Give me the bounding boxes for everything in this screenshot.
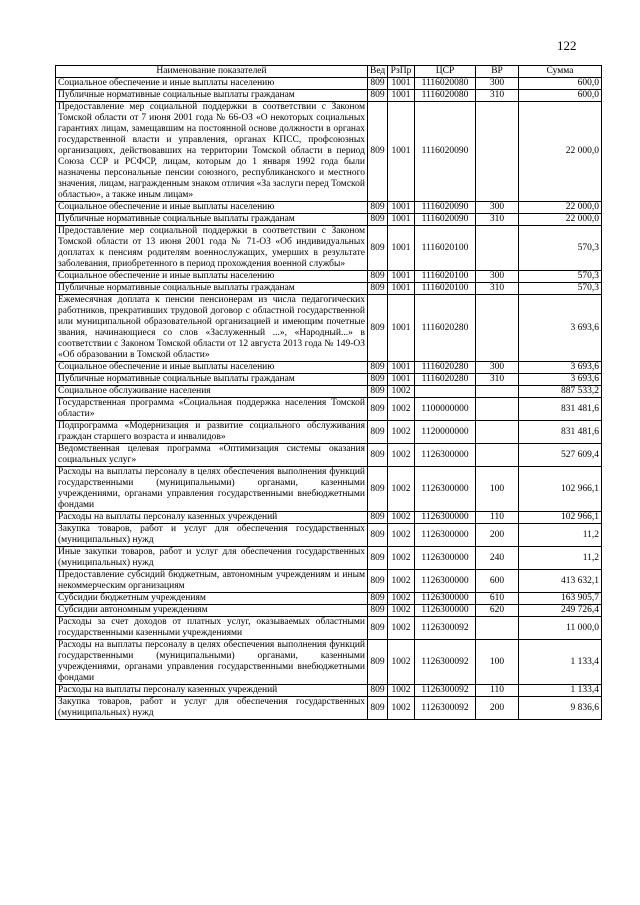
- cell-sum: 9 836,6: [519, 697, 602, 720]
- cell-ved: 809: [368, 271, 388, 283]
- cell-ved: 809: [368, 685, 388, 697]
- table-row: [56, 467, 602, 512]
- cell-rzpr: 1002: [388, 524, 415, 547]
- cell-ved: 809: [368, 605, 388, 617]
- header-csr: ЦСР: [415, 66, 476, 78]
- cell-vr: 620: [476, 605, 519, 617]
- cell-ved: 809: [368, 697, 388, 720]
- cell-vr: 200: [476, 524, 519, 547]
- cell-rzpr: 1002: [388, 685, 415, 697]
- table-row: [56, 512, 602, 524]
- table-row: [56, 271, 602, 283]
- cell-vr: [476, 444, 519, 467]
- cell-name: Расходы на выплаты персоналу казенных учреждений: [56, 512, 368, 524]
- cell-sum: 831 481,6: [519, 421, 602, 444]
- table-row: [56, 295, 602, 362]
- cell-csr: 1120000000: [415, 421, 476, 444]
- cell-name: Публичные нормативные социальные выплаты гражданам: [56, 90, 368, 102]
- cell-name: Государственная программа «Социальная поддержка населения Томской области»: [56, 398, 368, 421]
- cell-vr: 600: [476, 570, 519, 593]
- cell-name: Социальное обеспечение и иные выплаты населению: [56, 271, 368, 283]
- cell-sum: 22 000,0: [519, 102, 602, 202]
- cell-sum: 887 533,2: [519, 386, 602, 398]
- cell-vr: 300: [476, 362, 519, 374]
- cell-csr: [415, 386, 476, 398]
- cell-ved: 809: [368, 90, 388, 102]
- cell-vr: 240: [476, 547, 519, 570]
- cell-name: Публичные нормативные социальные выплаты гражданам: [56, 283, 368, 295]
- cell-name: Закупка товаров, работ и услуг для обеспечения государственных (муниципальных) нужд: [56, 524, 368, 547]
- table-row: [56, 374, 602, 386]
- table-row: [56, 78, 602, 90]
- cell-name: Ведомственная целевая программа «Оптимизация системы оказания социальных услуг»: [56, 444, 368, 467]
- cell-csr: 1116020090: [415, 214, 476, 226]
- cell-name: Расходы за счет доходов от платных услуг, оказываемых областными государственными казенными учреждениями: [56, 617, 368, 640]
- cell-ved: 809: [368, 362, 388, 374]
- cell-name: Расходы на выплаты персоналу казенных учреждений: [56, 685, 368, 697]
- cell-csr: 1116020100: [415, 283, 476, 295]
- cell-name: Публичные нормативные социальные выплаты гражданам: [56, 214, 368, 226]
- cell-vr: 610: [476, 593, 519, 605]
- cell-vr: 110: [476, 685, 519, 697]
- cell-ved: 809: [368, 570, 388, 593]
- table-row: [56, 685, 602, 697]
- table-row: [56, 697, 602, 720]
- header-rzpr: РзПр: [388, 66, 415, 78]
- cell-ved: 809: [368, 214, 388, 226]
- table-row: [56, 593, 602, 605]
- cell-vr: 300: [476, 202, 519, 214]
- cell-name: Расходы на выплаты персоналу в целях обеспечения выполнения функций государственными (муниципальными) органами, казенными учреждениями, органами управления государственными внебюджетными фондами: [56, 467, 368, 512]
- cell-name: Субсидии автономным учреждениям: [56, 605, 368, 617]
- table-row: [56, 617, 602, 640]
- table-row: [56, 202, 602, 214]
- cell-csr: 1126300000: [415, 593, 476, 605]
- cell-vr: 300: [476, 271, 519, 283]
- cell-csr: 1126300092: [415, 640, 476, 685]
- cell-ved: 809: [368, 444, 388, 467]
- cell-csr: 1126300092: [415, 697, 476, 720]
- cell-csr: 1116020280: [415, 295, 476, 362]
- table-row: [56, 570, 602, 593]
- cell-sum: 102 966,1: [519, 512, 602, 524]
- cell-csr: 1116020080: [415, 90, 476, 102]
- cell-sum: 3 693,6: [519, 295, 602, 362]
- cell-sum: 3 693,6: [519, 362, 602, 374]
- cell-name: Социальное обеспечение и иные выплаты населению: [56, 362, 368, 374]
- table-row: [56, 386, 602, 398]
- cell-ved: 809: [368, 102, 388, 202]
- cell-ved: 809: [368, 640, 388, 685]
- cell-sum: 1 133,4: [519, 685, 602, 697]
- cell-sum: 11 000,0: [519, 617, 602, 640]
- table-body: [56, 78, 602, 720]
- cell-vr: 310: [476, 283, 519, 295]
- cell-csr: 1116020280: [415, 362, 476, 374]
- cell-name: Социальное обеспечение и иные выплаты населению: [56, 78, 368, 90]
- cell-ved: 809: [368, 512, 388, 524]
- cell-name: Ежемесячная доплата к пенсии пенсионерам из числа педагогических работников, прекративших трудовой договор с областной государственной или муниципальной образовательной организацией и имеющим почетные звания, начинающиеся со слов «Заслуженный ...», «Народный...» в соответствии с Законом Томской области от 12 августа 2013 года № 149-ОЗ «Об образовании в Томской области»: [56, 295, 368, 362]
- cell-csr: 1116020090: [415, 102, 476, 202]
- cell-csr: 1126300000: [415, 547, 476, 570]
- cell-vr: 310: [476, 214, 519, 226]
- cell-name: Предоставление мер социальной поддержки в соответствии с Законом Томской области от 13 июня 2001 года № 71-ОЗ «Об индивидуальных доплатах к пенсиям родителям военнослужащих, умерших в результате заболевания, приобретенного в период прохождения военной службы»: [56, 226, 368, 271]
- cell-rzpr: 1001: [388, 90, 415, 102]
- cell-ved: 809: [368, 295, 388, 362]
- cell-name: Социальное обслуживание населения: [56, 386, 368, 398]
- cell-sum: 1 133,4: [519, 640, 602, 685]
- cell-vr: 200: [476, 697, 519, 720]
- cell-rzpr: 1001: [388, 374, 415, 386]
- cell-vr: 100: [476, 467, 519, 512]
- cell-vr: [476, 421, 519, 444]
- cell-name: Расходы на выплаты персоналу в целях обеспечения выполнения функций государственными (муниципальными) органами, казенными учреждениями, органами управления государственными внебюджетными фондами: [56, 640, 368, 685]
- cell-sum: 600,0: [519, 90, 602, 102]
- table-row: [56, 283, 602, 295]
- header-sum: Сумма: [519, 66, 602, 78]
- cell-rzpr: 1002: [388, 593, 415, 605]
- cell-ved: 809: [368, 617, 388, 640]
- table-row: [56, 605, 602, 617]
- cell-ved: 809: [368, 374, 388, 386]
- cell-rzpr: 1002: [388, 547, 415, 570]
- cell-rzpr: 1002: [388, 512, 415, 524]
- budget-table: [55, 65, 602, 720]
- cell-rzpr: 1002: [388, 444, 415, 467]
- cell-ved: 809: [368, 398, 388, 421]
- cell-csr: 1100000000: [415, 398, 476, 421]
- cell-ved: 809: [368, 524, 388, 547]
- cell-rzpr: 1002: [388, 421, 415, 444]
- header-ved: Вед: [368, 66, 388, 78]
- cell-sum: 570,3: [519, 226, 602, 271]
- cell-ved: 809: [368, 593, 388, 605]
- cell-sum: 163 905,7: [519, 593, 602, 605]
- table-row: [56, 640, 602, 685]
- cell-sum: 600,0: [519, 78, 602, 90]
- page-number: 122: [557, 38, 577, 53]
- cell-sum: 413 632,1: [519, 570, 602, 593]
- table-row: [56, 102, 602, 202]
- header-vr: ВР: [476, 66, 519, 78]
- cell-rzpr: 1001: [388, 202, 415, 214]
- table-row: [56, 547, 602, 570]
- cell-sum: 3 693,6: [519, 374, 602, 386]
- cell-sum: 570,3: [519, 283, 602, 295]
- cell-sum: 22 000,0: [519, 202, 602, 214]
- cell-rzpr: 1001: [388, 78, 415, 90]
- cell-name: Социальное обеспечение и иные выплаты населению: [56, 202, 368, 214]
- cell-rzpr: 1001: [388, 214, 415, 226]
- cell-ved: 809: [368, 421, 388, 444]
- cell-csr: 1126300000: [415, 444, 476, 467]
- cell-name: Иные закупки товаров, работ и услуг для обеспечения государственных (муниципальных) нужд: [56, 547, 368, 570]
- cell-vr: [476, 617, 519, 640]
- cell-rzpr: 1001: [388, 283, 415, 295]
- cell-name: Публичные нормативные социальные выплаты гражданам: [56, 374, 368, 386]
- cell-rzpr: 1002: [388, 697, 415, 720]
- cell-vr: [476, 386, 519, 398]
- cell-vr: [476, 398, 519, 421]
- cell-rzpr: 1001: [388, 362, 415, 374]
- header-name: Наименование показателей: [56, 66, 368, 78]
- cell-name: Предоставление субсидий бюджетным, автономным учреждениям и иным некоммерческим организациям: [56, 570, 368, 593]
- cell-vr: 110: [476, 512, 519, 524]
- cell-csr: 1116020280: [415, 374, 476, 386]
- cell-ved: 809: [368, 547, 388, 570]
- cell-sum: 831 481,6: [519, 398, 602, 421]
- cell-vr: 300: [476, 78, 519, 90]
- cell-sum: 22 000,0: [519, 214, 602, 226]
- cell-ved: 809: [368, 386, 388, 398]
- cell-csr: 1126300000: [415, 512, 476, 524]
- cell-rzpr: 1002: [388, 398, 415, 421]
- cell-sum: 11,2: [519, 524, 602, 547]
- cell-sum: 11,2: [519, 547, 602, 570]
- cell-rzpr: 1002: [388, 467, 415, 512]
- cell-ved: 809: [368, 467, 388, 512]
- table-row: [56, 398, 602, 421]
- cell-vr: 100: [476, 640, 519, 685]
- cell-csr: 1126300000: [415, 524, 476, 547]
- cell-name: Подпрограмма «Модернизация и развитие социального обслуживания граждан старшего возраста и инвалидов»: [56, 421, 368, 444]
- cell-vr: [476, 226, 519, 271]
- cell-rzpr: 1002: [388, 617, 415, 640]
- cell-name: Закупка товаров, работ и услуг для обеспечения государственных (муниципальных) нужд: [56, 697, 368, 720]
- table-row: [56, 524, 602, 547]
- cell-csr: 1126300092: [415, 617, 476, 640]
- cell-vr: [476, 295, 519, 362]
- table-header-row: [56, 66, 602, 78]
- cell-rzpr: 1002: [388, 640, 415, 685]
- cell-csr: 1116020080: [415, 78, 476, 90]
- cell-ved: 809: [368, 283, 388, 295]
- cell-csr: 1126300000: [415, 467, 476, 512]
- table-row: [56, 214, 602, 226]
- cell-rzpr: 1002: [388, 386, 415, 398]
- table-row: [56, 444, 602, 467]
- cell-csr: 1126300000: [415, 570, 476, 593]
- table-row: [56, 90, 602, 102]
- cell-name: Предоставление мер социальной поддержки в соответствии с Законом Томской области от 7 июня 2001 года № 66-ОЗ «О некоторых социальных гарантиях лицам, замещавшим на постоянной основе должности в органах государственной власти и управления, органах КПСС, профсоюзных организациях, действовавших на территории Томской области в период Союза ССР и РСФСР, лицам, которым до 1 января 1992 года были назначены персональные пенсии союзного, республиканского и местного значения, лицам, награжденным знаком отличия «За заслуги перед Томской областью», а также иным лицам»: [56, 102, 368, 202]
- cell-ved: 809: [368, 202, 388, 214]
- cell-csr: 1116020100: [415, 226, 476, 271]
- cell-name: Субсидии бюджетным учреждениям: [56, 593, 368, 605]
- cell-rzpr: 1001: [388, 295, 415, 362]
- cell-vr: 310: [476, 90, 519, 102]
- cell-ved: 809: [368, 78, 388, 90]
- table-row: [56, 421, 602, 444]
- cell-rzpr: 1002: [388, 605, 415, 617]
- cell-csr: 1126300092: [415, 685, 476, 697]
- cell-rzpr: 1001: [388, 226, 415, 271]
- cell-sum: 249 726,4: [519, 605, 602, 617]
- cell-sum: 570,3: [519, 271, 602, 283]
- cell-rzpr: 1001: [388, 271, 415, 283]
- table-row: [56, 226, 602, 271]
- cell-rzpr: 1001: [388, 102, 415, 202]
- cell-vr: [476, 102, 519, 202]
- cell-csr: 1116020090: [415, 202, 476, 214]
- cell-vr: 310: [476, 374, 519, 386]
- cell-sum: 527 609,4: [519, 444, 602, 467]
- cell-csr: 1116020100: [415, 271, 476, 283]
- cell-sum: 102 966,1: [519, 467, 602, 512]
- cell-rzpr: 1002: [388, 570, 415, 593]
- cell-csr: 1126300000: [415, 605, 476, 617]
- table-row: [56, 362, 602, 374]
- cell-ved: 809: [368, 226, 388, 271]
